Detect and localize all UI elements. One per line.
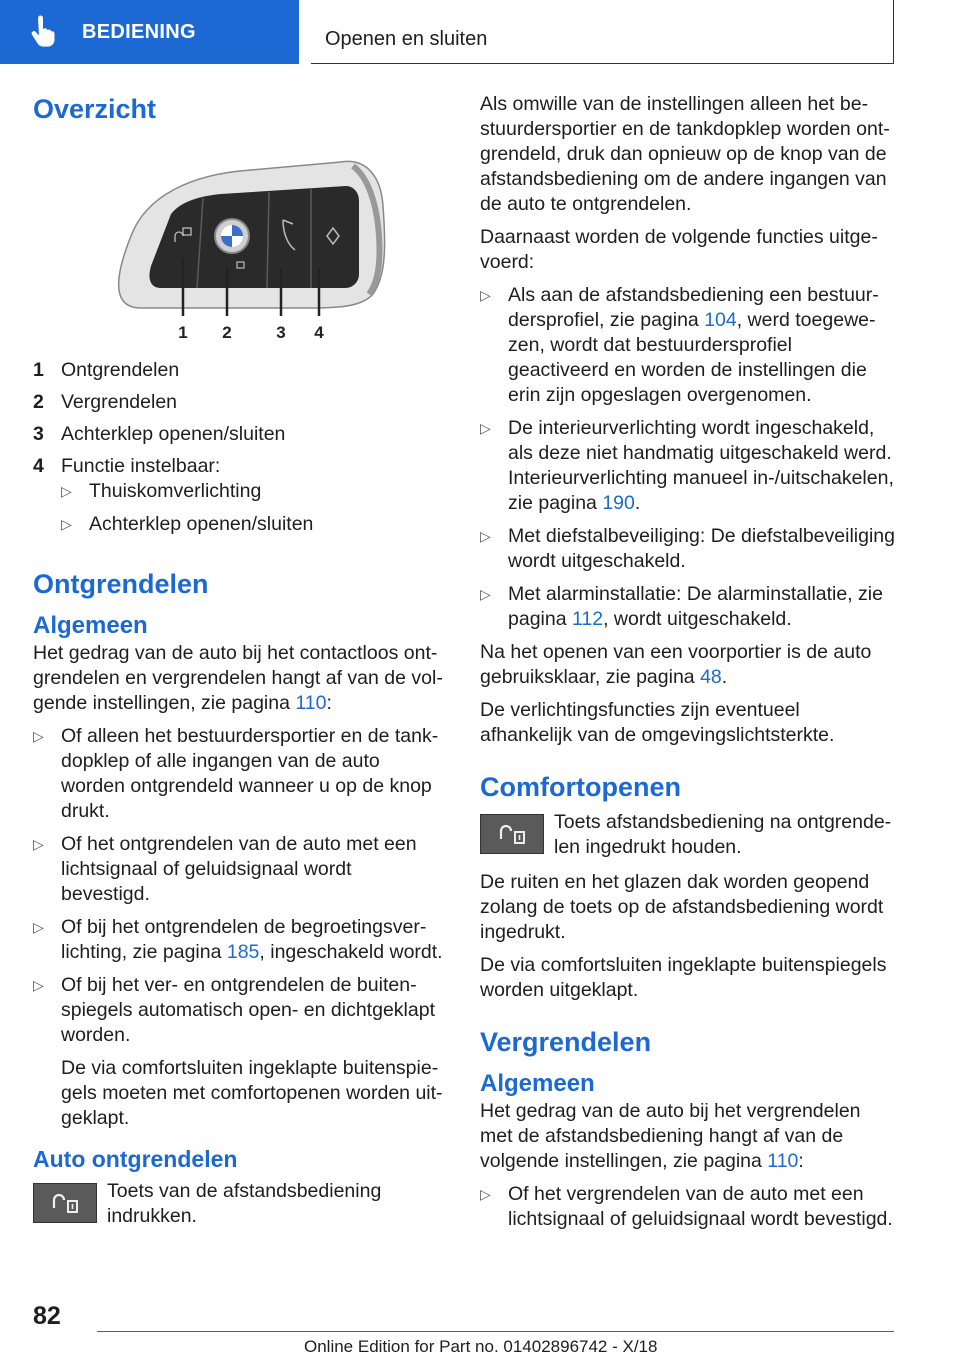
list-item: ▷ Met alarminstallatie: De alarminstallatie, zie pagina 112, wordt uitgeschakeld. [480, 583, 883, 630]
bullet-icon: ▷ [480, 287, 491, 303]
legend-item: 3 Achterklep openen/sluiten [33, 423, 286, 445]
page-link[interactable]: 104 [704, 309, 737, 331]
auto-unlock-text: Toets van de afstandsbediening indrukken. [107, 1180, 382, 1227]
bullet-icon: ▷ [33, 977, 44, 993]
right-column [480, 92, 895, 1240]
unlock-button-icon [33, 1183, 97, 1223]
functions-list [480, 283, 895, 632]
paragraph: De ruiten en het glazen dak worden geopend zolang de toets op de afstandsbediening wordt ingedrukt. [480, 871, 884, 943]
figure-legend [33, 358, 443, 545]
figure-number-1: 1 [178, 323, 188, 342]
bullet-icon: ▷ [33, 836, 44, 852]
list-item: ▷ Met diefstalbeveiliging: De diefstalbeveiliging wordt uitgeschakeld. [480, 525, 895, 572]
figure-number-4: 4 [314, 323, 324, 342]
auto-unlock-row [33, 1179, 443, 1229]
bullet-icon: ▷ [33, 919, 44, 935]
bullet-icon: ▷ [33, 728, 44, 744]
bullet-icon: ▷ [61, 483, 72, 499]
hand-pointer-icon [24, 14, 60, 50]
list-item: ▷ Achterklep openen/sluiten [61, 513, 314, 535]
page-link[interactable]: 110 [767, 1150, 799, 1172]
list-item: ▷ Of bij het ontgrendelen de begroetingsverlichting, zie pagina 185, ingeschakeld wordt. [33, 916, 443, 963]
figure-number-3: 3 [276, 323, 286, 342]
bullet-icon: ▷ [61, 516, 72, 532]
bullet-icon: ▷ [480, 586, 491, 602]
page-link[interactable]: 185 [226, 941, 260, 963]
left-column [33, 92, 443, 1239]
paragraph: Na het openen van een voorportier is de auto gebruiksklaar, zie pagina 48. [480, 641, 872, 688]
list-item: ▷ Of het vergrendelen van de auto met een lichtsignaal of geluidsignaal wordt bevestigd. [480, 1183, 893, 1230]
remote-key-icon [101, 156, 401, 346]
chapter-header [311, 0, 894, 64]
list-item: ▷ Als aan de afstandsbediening een bestuurdersprofiel, zie pagina 104, werd toegewezen, wordt dat bestuurdersprofiel geactiveerd en worden de instellingen die erin zijn opgeslagen overgenomen. [480, 284, 879, 406]
paragraph: Als omwille van de instellingen alleen het bestuurdersportier en de tankdopklep worden ontgrendeld, druk dan opnieuw op de knop van de afstandsbediening om de andere ingangen van de auto te ontgrendelen. [480, 93, 890, 215]
lock-settings-list [480, 1182, 895, 1232]
comfort-row [480, 810, 895, 860]
comfort-title: Comfortopenen [480, 772, 681, 802]
page-link[interactable]: 110 [295, 692, 327, 714]
legend-item: 2 Vergrendelen [33, 391, 178, 413]
list-item: ▷ Of bij het ver- en ontgrendelen de buitenspiegels automatisch open- en dichtgeklapt worden. De via comfortsluiten ingeklapte buitenspiegels moeten met comfortopenen worden uitgeklapt. [33, 974, 443, 1129]
bullet-icon: ▷ [480, 420, 491, 436]
bullet-icon: ▷ [480, 1186, 491, 1202]
figure-number-2: 2 [222, 323, 232, 342]
auto-unlock-title: Auto ontgrendelen [33, 1146, 238, 1172]
section-label: BEDIENING [82, 20, 196, 43]
lock-intro: Het gedrag van de auto bij het vergrendelen met de afstandsbediening hangt af van de volgende instellingen, zie pagina 110: [480, 1100, 861, 1172]
page-number: 82 [33, 1302, 61, 1330]
unlock-title: Ontgrendelen [33, 569, 209, 599]
page-link[interactable]: 112 [571, 608, 604, 630]
paragraph: Daarnaast worden de volgende functies uitgevoerd: [480, 226, 878, 273]
paragraph: De via comfortsluiten ingeklapte buitenspiegels worden uitgeklapt. [480, 954, 887, 1001]
page-link[interactable]: 48 [700, 666, 722, 688]
paragraph: De verlichtingsfuncties zijn eventueel afhankelijk van de omgevingslichtsterkte. [480, 699, 835, 746]
lock-title: Vergrendelen [480, 1027, 652, 1057]
list-item: ▷ Of alleen het bestuurdersportier en de tankdopklep of alle ingangen van de auto worden ontgrendeld wanneer u op de knop drukt. [33, 725, 439, 822]
list-item: ▷ Of het ontgrendelen van de auto met een lichtsignaal of geluidsignaal wordt bevestigd. [33, 833, 417, 905]
overview-title: Overzicht [33, 94, 157, 124]
unlock-settings-list [33, 724, 443, 1131]
lock-general-title: Algemeen [480, 1070, 595, 1097]
unlock-general-title: Algemeen [33, 612, 148, 639]
section-tab [0, 0, 299, 64]
footer-text: Online Edition for Part no. 01402896742 - X/18 [304, 1337, 658, 1356]
bullet-icon: ▷ [480, 528, 491, 544]
legend-sub-list [61, 479, 313, 537]
unlock-button-icon [480, 814, 544, 854]
list-item: ▷ De interieurverlichting wordt ingeschakeld, als deze niet handmatig uitgeschakeld werd. Interieurverlichting manueel in-/uitschakelen, zie pagina 190. [480, 417, 894, 514]
chapter-label: Openen en sluiten [325, 28, 488, 50]
unlock-intro: Het gedrag van de auto bij het contactloos ontgrendelen en vergrendelen hangt af van de volgende instellingen, zie pagina 110: [33, 642, 443, 714]
footer-divider [97, 1331, 894, 1332]
remote-key-figure [101, 156, 401, 346]
list-item: ▷ Thuiskomverlichting [61, 480, 262, 502]
comfort-icon-text: Toets afstandsbediening na ontgrendelen ingedrukt houden. [554, 811, 892, 858]
legend-item: 4 Functie instelbaar: ▷ Thuiskomverlichting ▷ Achterklep openen/sluiten [33, 455, 314, 535]
legend-item: 1 Ontgrendelen [33, 359, 180, 381]
page-link[interactable]: 190 [602, 492, 635, 514]
